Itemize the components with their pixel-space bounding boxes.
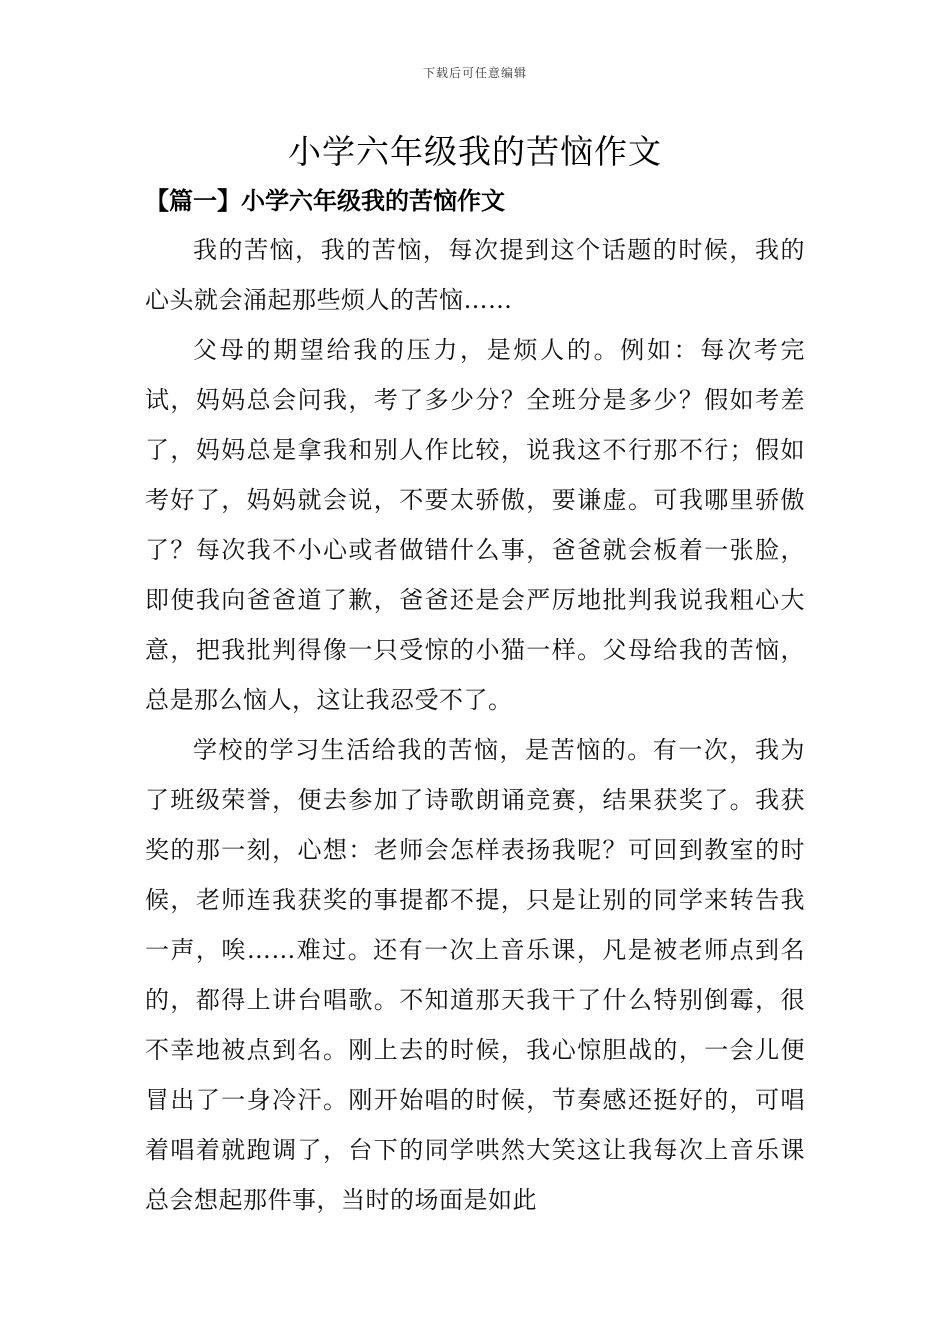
essay-body xyxy=(145,225,805,1225)
document-title: 小学六年级我的苦恼作文 xyxy=(288,132,662,171)
paragraph-2: 父母的期望给我的压力，是烦人的。例如：每次考完试，妈妈总会问我，考了多少分？全班分是多少？假如考差了，妈妈总是拿我和别人作比较，说我这不行那不行；假如考好了，妈妈就会说，不要太骄傲，要谦虚。可我哪里骄傲了？每次我不小心或者做错什么事，爸爸就会板着一张脸，即使我向爸爸道了歉，爸爸还是会严厉地批判我说我粗心大意，把我批判得像一只受惊的小猫一样。父母给我的苦恼，总是那么恼人，这让我忍受不了。 xyxy=(145,336,805,714)
paragraph-1: 我的苦恼，我的苦恼，每次提到这个话题的时候，我的心头就会涌起那些烦人的苦恼…… xyxy=(145,236,805,314)
section-heading: 【篇一】小学六年级我的苦恼作文 xyxy=(145,186,505,215)
paragraph-3: 学校的学习生活给我的苦恼，是苦恼的。有一次，我为了班级荣誉，便去参加了诗歌朗诵竞赛，结果获奖了。我获奖的那一刻，心想：老师会怎样表扬我呢？可回到教室的时候，老师连我获奖的事提都不提，只是让别的同学来转告我一声，唉……难过。还有一次上音乐课，凡是被老师点到名的，都得上讲台唱歌。不知道那天我干了什么特别倒霉，很不幸地被点到名。刚上去的时候，我心惊胆战的，一会儿便冒出了一身冷汗。刚开始唱的时候，节奏感还挺好的，可唱着唱着就跑调了，台下的同学哄然大笑这让我每次上音乐课总会想起那件事，当时的场面是如此 xyxy=(145,736,805,1214)
header-note: 下载后可任意编辑 xyxy=(422,66,527,80)
